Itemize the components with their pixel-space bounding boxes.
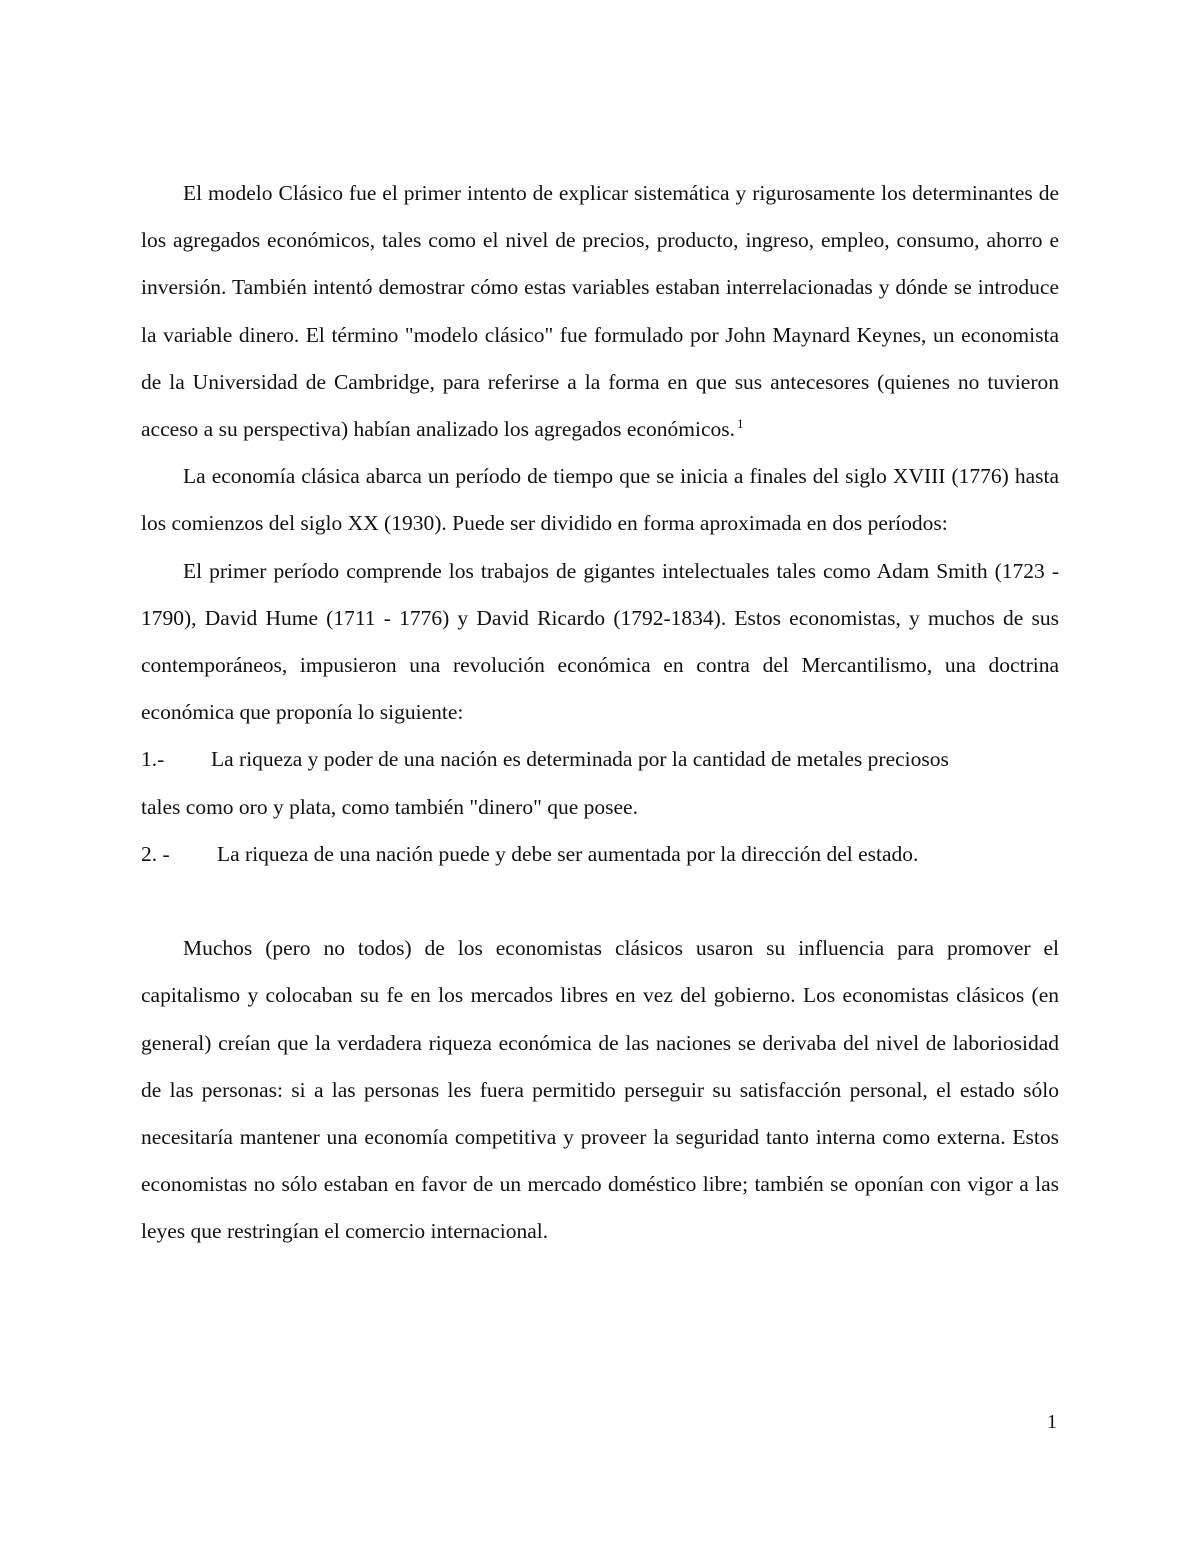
paragraph-text: La economía clásica abarca un período de tiempo que se inicia a finales del siglo XVIII (1776) hasta los comienzos del siglo XX (1930). Puede ser dividido en forma aproximada en dos períodos:	[141, 464, 1059, 536]
list-item-number: 2. -	[141, 841, 170, 866]
list-item-continuation: tales como oro y plata, como también "dinero" que posee.	[141, 794, 638, 819]
list-item	[141, 831, 1059, 878]
list-item-number: 1.-	[141, 747, 165, 772]
paragraph-text: El modelo Clásico fue el primer intento de explicar sistemática y rigurosamente los determinantes de los agregados económicos, tales como el nivel de precios, producto, ingreso, empleo, consumo, ahorro e inversión. También intentó demostrar cómo estas variables estaban interrelacionadas y dónde se introduce la variable dinero. El término "modelo clásico" fue formulado por John Maynard Keynes, un economista de la Universidad de Cambridge, para referirse a la forma en que sus antecesores (quienes no tuvieron acceso a su perspectiva) habían analizado los agregados económicos.	[141, 181, 1059, 442]
list-item-text: La riqueza de una nación puede y debe ser aumentada por la dirección del estado.	[217, 841, 919, 866]
paragraph-classical-economists	[141, 925, 1059, 1255]
list-item	[141, 736, 1059, 830]
footnote-reference: 1	[737, 415, 744, 431]
blank-line	[141, 878, 1059, 925]
paragraph-text: El primer período comprende los trabajos de gigantes intelectuales tales como Adam Smith (1723 - 1790), David Hume (1711 - 1776) y David Ricardo (1792-1834). Estos economistas, y muchos de sus contemporáneos, impusieron una revolución económica en contra del Mercantilismo, una doctrina económica que proponía lo siguiente:	[141, 558, 1059, 725]
document-body	[141, 170, 1059, 1256]
paragraph-classical-period	[141, 453, 1059, 547]
paragraph-text: Muchos (pero no todos) de los economistas clásicos usaron su influencia para promover el capitalismo y colocaban su fe en los mercados libres en vez del gobierno. Los economistas clásicos (en general) creían que la verdadera riqueza económica de las naciones se derivaba del nivel de laboriosidad de las personas: si a las personas les fuera permitido perseguir su satisfacción personal, el estado sólo necesitaría mantener una economía competitiva y proveer la seguridad tanto interna como externa. Estos economistas no sólo estaban en favor de un mercado doméstico libre; también se oponían con vigor a las leyes que restringían el comercio internacional.	[141, 936, 1059, 1244]
page-number: 1	[1047, 1411, 1057, 1433]
list-item-line	[141, 736, 1059, 783]
paragraph-first-period	[141, 548, 1059, 737]
paragraph-classical-model	[141, 170, 1059, 453]
list-item-text: La riqueza y poder de una nación es determinada por la cantidad de metales preciosos	[211, 747, 949, 772]
